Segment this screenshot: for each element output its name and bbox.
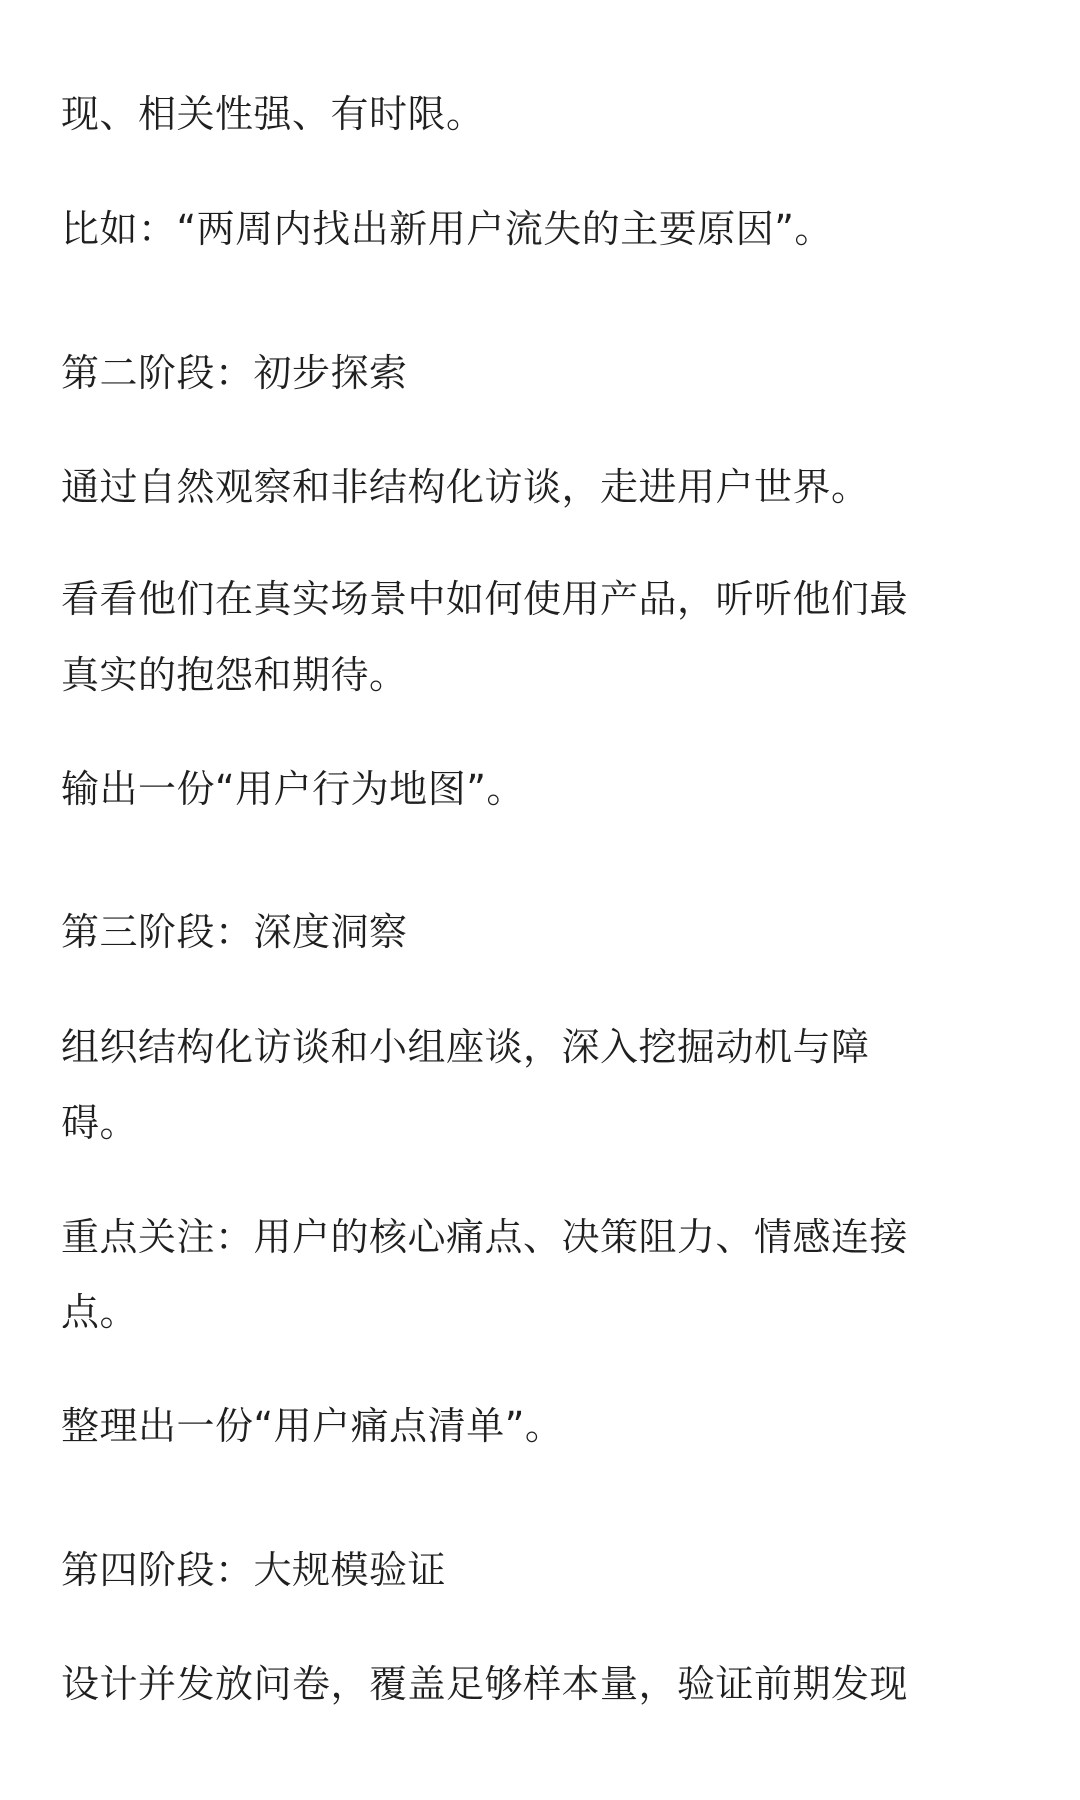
paragraph-line: 重点关注：用户的核心痛点、决策阻力、情感连接 [61, 1215, 909, 1259]
section-heading: 第四阶段：大规模验证 [61, 1548, 447, 1592]
paragraph-line: 现、相关性强、有时限。 [61, 92, 485, 136]
paragraph-line: 组织结构化访谈和小组座谈，深入挖掘动机与障 [61, 1025, 870, 1069]
paragraph-line: 比如：“两周内找出新用户流失的主要原因”。 [61, 207, 833, 251]
paragraph-line: 看看他们在真实场景中如何使用产品，听听他们最 [61, 577, 909, 621]
paragraph-line: 点。 [61, 1290, 139, 1334]
paragraph-line: 整理出一份“用户痛点清单”。 [61, 1404, 564, 1448]
section-heading: 第二阶段：初步探索 [61, 351, 408, 395]
section-heading: 第三阶段：深度洞察 [61, 910, 408, 954]
paragraph-line: 真实的抱怨和期待。 [61, 653, 408, 697]
paragraph-line: 设计并发放问卷，覆盖足够样本量，验证前期发现 [61, 1662, 909, 1706]
paragraph-line: 通过自然观察和非结构化访谈，走进用户世界。 [61, 465, 870, 509]
paragraph-line: 输出一份“用户行为地图”。 [61, 767, 525, 811]
paragraph-line: 碍。 [61, 1101, 139, 1145]
